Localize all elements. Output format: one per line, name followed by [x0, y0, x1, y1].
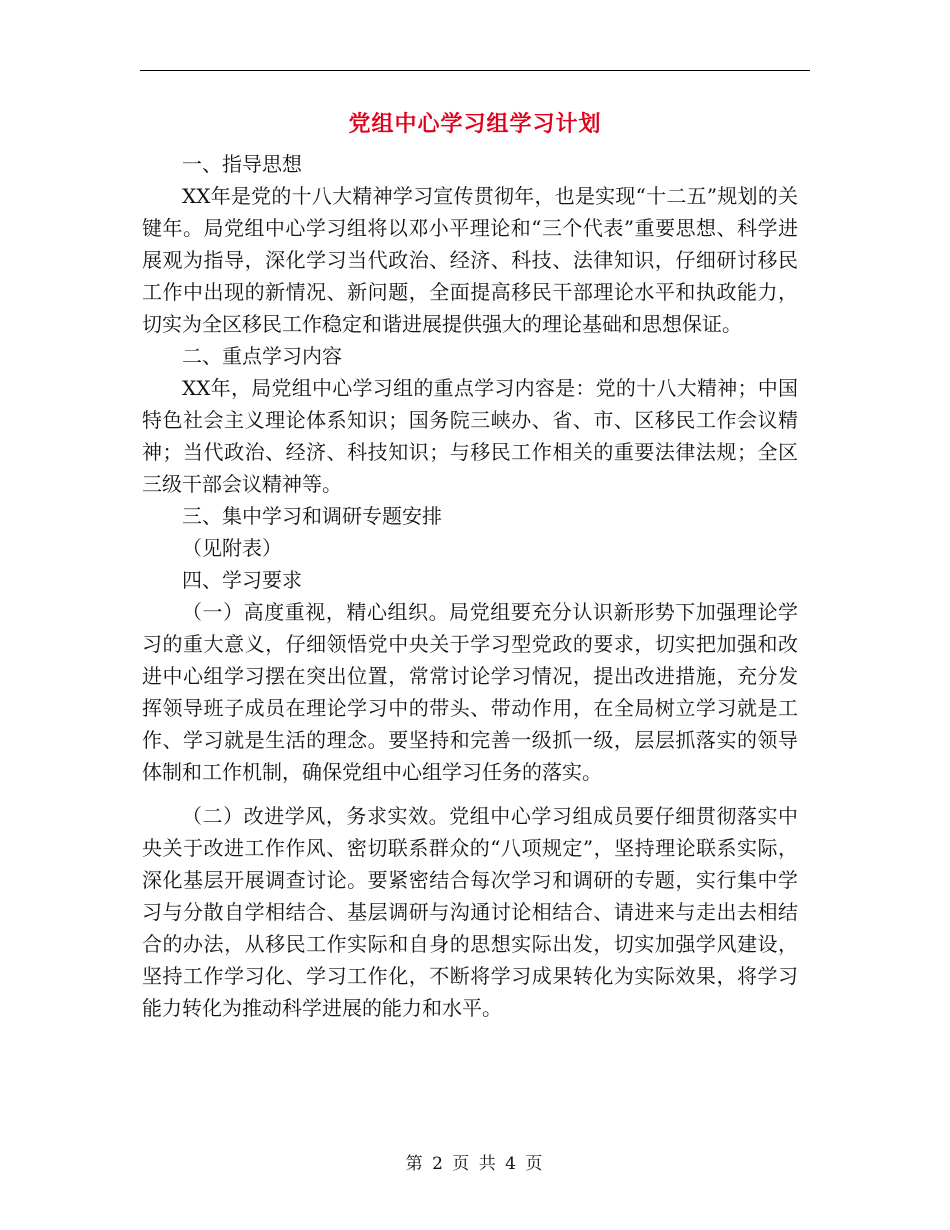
- section-heading-requirements: 四、学习要求: [182, 568, 302, 592]
- page-number-footer: 第 2 页 共 4 页: [405, 1154, 545, 1174]
- section-heading-guiding-thought: 一、指导思想: [182, 152, 302, 176]
- section-heading-schedule: 三、集中学习和调研专题安排: [182, 504, 442, 528]
- section-heading-key-content: 二、重点学习内容: [182, 344, 342, 368]
- paragraph-guiding-thought: XX年是党的十八大精神学习宣传贯彻年，也是实现“十二五”规划的关键年。局党组中心学习组将以邓小平理论和“三个代表”重要思想、科学进展观为指导，深化学习当代政治、经济、科技、法律知识，仔细研讨移民工作中出现的新情况、新问题，全面提高移民干部理论水平和执政能力，切实为全区移民工作稳定和谐进展提供强大的理论基础和思想保证。: [142, 184, 798, 336]
- document-body: [142, 148, 798, 1024]
- paragraph-see-appendix: （见附表）: [182, 536, 282, 560]
- paragraph-requirement-2: （二）改进学风，务求实效。党组中心学习组成员要仔细贯彻落实中央关于改进工作作风、密切联系群众的“八项规定”，坚持理论联系实际，深化基层开展调查讨论。要紧密结合每次学习和调研的专题，实行集中学习与分散自学相结合、基层调研与沟通讨论相结合、请进来与走出去相结合的办法，从移民工作实际和自身的思想实际出发，切实加强学风建设，坚持工作学习化、学习工作化，不断将学习成果转化为实际效果，将学习能力转化为推动科学进展的能力和水平。: [142, 804, 798, 1020]
- paragraph-key-content: XX年，局党组中心学习组的重点学习内容是：党的十八大精神；中国特色社会主义理论体系知识；国务院三峡办、省、市、区移民工作会议精神；当代政治、经济、科技知识；与移民工作相关的重要法律法规；全区三级干部会议精神等。: [142, 376, 798, 496]
- paragraph-requirement-1: （一）高度重视，精心组织。局党组要充分认识新形势下加强理论学习的重大意义，仔细领悟党中央关于学习型党政的要求，切实把加强和改进中心组学习摆在突出位置，常常讨论学习情况，提出改进措施，充分发挥领导班子成员在理论学习中的带头、带动作用，在全局树立学习就是工作、学习就是生活的理念。要坚持和完善一级抓一级，层层抓落实的领导体制和工作机制，确保党组中心组学习任务的落实。: [142, 600, 798, 784]
- document-title: 党组中心学习组学习计划: [348, 112, 602, 137]
- header-rule: [140, 70, 810, 71]
